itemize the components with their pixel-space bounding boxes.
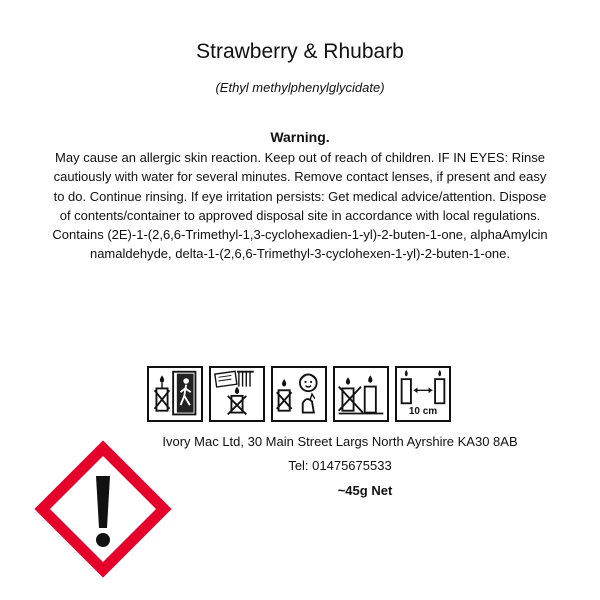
keep-away-from-children-pets-icon [271,366,327,422]
keep-candles-10cm-apart-icon [395,366,451,422]
warning-line: to do. Continue rinsing. If eye irritation persists: Get medical advice/attention. Dispose [53,188,547,204]
warning-line: May cause an allergic skin reaction. Keep out of reach of children. IF IN EYES: Rinse [55,150,545,165]
net-weight: ~45g Net [337,483,393,498]
spacing-label: 10 cm [408,406,438,417]
supplier-address: Ivory Mac Ltd, 30 Main Street Largs North Ayrshire KA30 8AB [162,434,518,449]
warning-line: cautiously with water for several minutes. Remove contact lenses, if present and easy [53,169,547,185]
warning-line: namaldehyde, delta-1-(2,6,6-Trimethyl-3-cyclohexen-1-yl)-2-buten-1-one. [89,246,511,262]
chemical-name: (Ethyl methylphenylglycidate) [215,80,385,95]
supplier-phone: Tel: 01475675533 [288,458,392,473]
warning-text [30,148,570,264]
warning-line: Contains (2E)-1-(2,6,6-Trimethyl-1,3-cyclohexadien-1-yl)-2-buten-1-one, alphaAmylcin [52,227,548,243]
keep-away-from-flammables-icon [209,366,265,422]
warning-heading: Warning. [270,129,330,145]
never-leave-unattended-icon [147,366,203,422]
candle-safety-icons [147,366,451,424]
do-not-place-on-flammable-surface-icon [333,366,389,422]
warning-line: of contents/container to approved disposal site in accordance with local regulations. [59,207,541,223]
ghs-exclamation-hazard-icon [28,434,178,584]
product-title: Strawberry & Rhubarb [196,40,404,63]
